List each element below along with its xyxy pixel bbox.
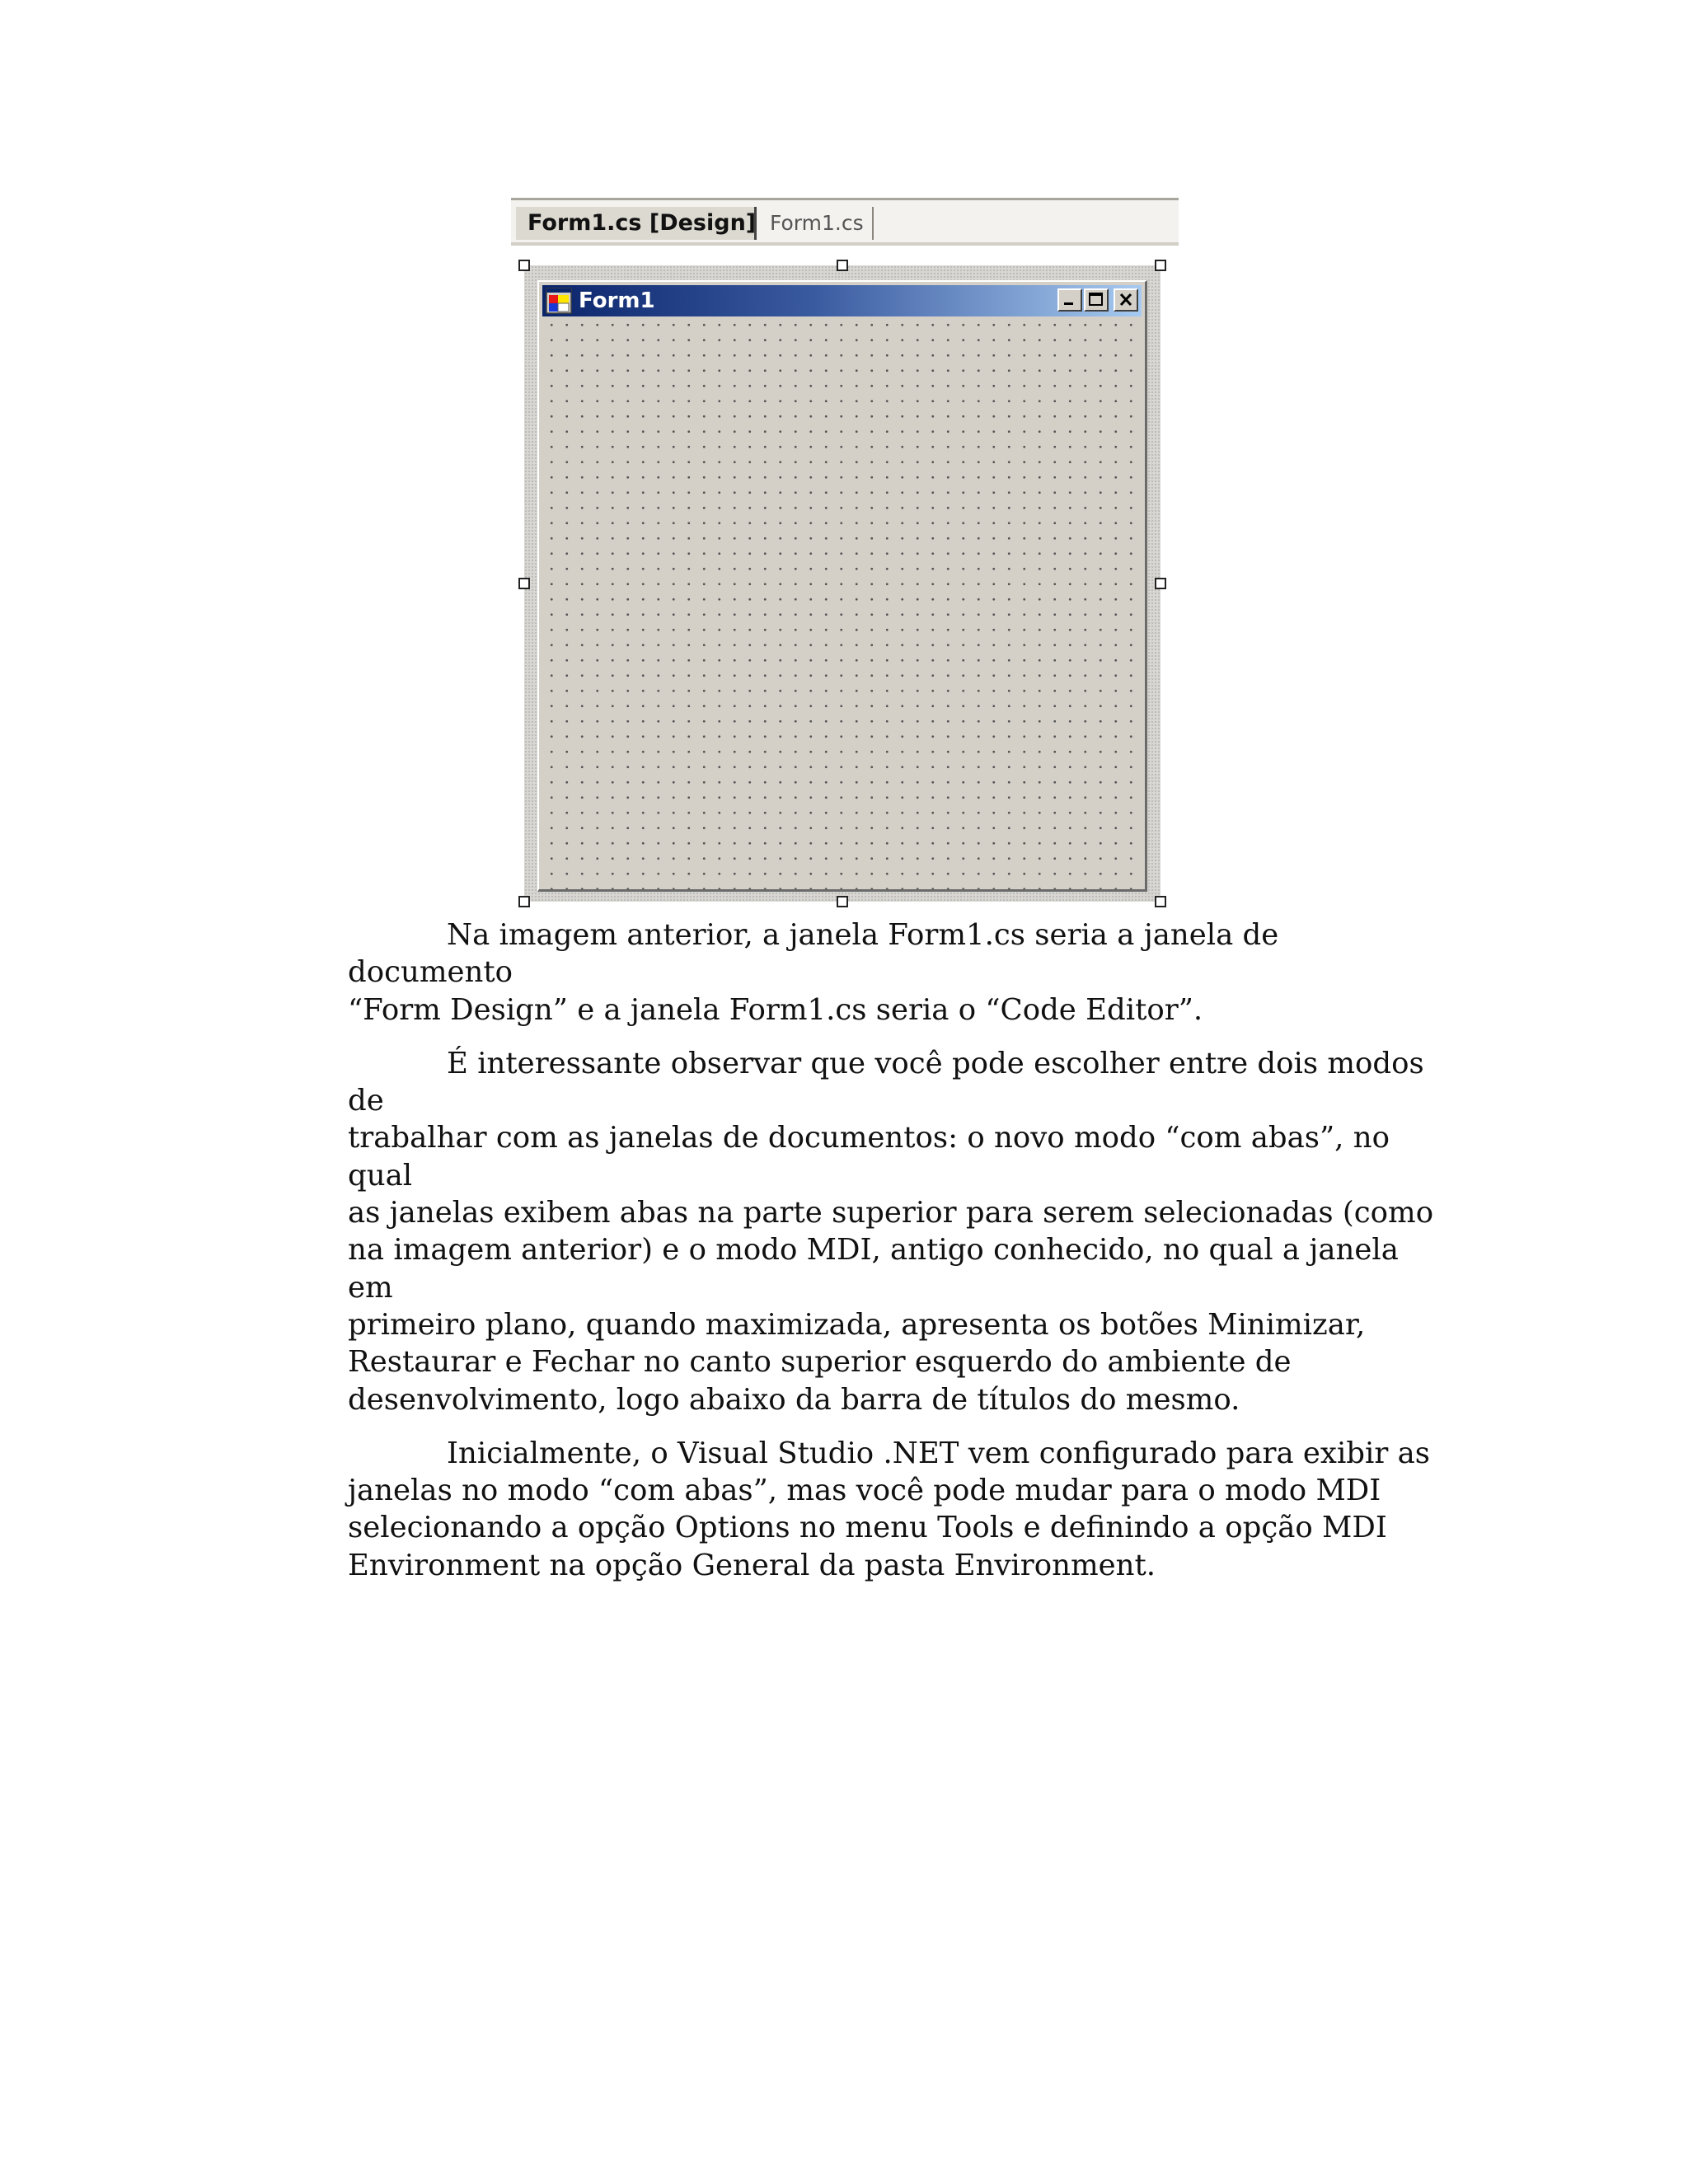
minimize-button[interactable]: [1057, 288, 1082, 312]
maximize-button[interactable]: [1084, 288, 1109, 312]
form-app-icon: [546, 288, 572, 314]
tab-code-editor[interactable]: Form1.cs: [763, 207, 874, 240]
form-title: Form1: [579, 288, 655, 313]
resize-handle-bottom-right[interactable]: [1155, 896, 1166, 907]
resize-handle-middle-left[interactable]: [518, 578, 530, 589]
close-button[interactable]: [1114, 288, 1138, 312]
tab-form-design[interactable]: Form1.cs [Design]: [516, 207, 757, 240]
maximize-icon: [1085, 290, 1107, 310]
minimize-icon: [1059, 290, 1081, 310]
close-icon: [1115, 290, 1137, 310]
body-text: [348, 916, 1452, 1601]
document-tab-bar: [511, 198, 1179, 246]
resize-handle-top-right[interactable]: [1155, 260, 1166, 271]
form-title-bar[interactable]: [542, 285, 1142, 316]
resize-handle-bottom-left[interactable]: [518, 896, 530, 907]
paragraph-2: É interessante observar que você pode escolher entre dois modos de trabalhar com as janelas de documentos: o novo modo “com abas”, no qual as janelas exibem abas na parte superior para serem selecionadas (como na imagem anterior) e o modo MDI, antigo conhecido, no qual a janela em primeiro plano, quando maximizada, apresenta os botões Minimizar, Restaurar e Fechar no canto superior esquerdo do ambiente de desenvolvimento, logo abaixo da barra de títulos do mesmo.: [348, 1046, 1434, 1417]
resize-handle-top-center[interactable]: [837, 260, 848, 271]
resize-handle-middle-right[interactable]: [1155, 578, 1166, 589]
form1-window[interactable]: [537, 280, 1147, 892]
resize-handle-bottom-center[interactable]: [837, 896, 848, 907]
paragraph-3: Inicialmente, o Visual Studio .NET vem configurado para exibir as janelas no modo “com abas”, mas você pode mudar para o modo MDI selecionando a opção Options no menu Tools e definindo a opção MDI Environment na opção General da pasta Environment.: [348, 1436, 1431, 1582]
paragraph-1: Na imagem anterior, a janela Form1.cs seria a janela de documento “Form Design” e a janela Form1.cs seria o “Code Editor”.: [348, 918, 1279, 1027]
designer-screenshot: [511, 198, 1179, 908]
resize-handle-top-left[interactable]: [518, 260, 530, 271]
